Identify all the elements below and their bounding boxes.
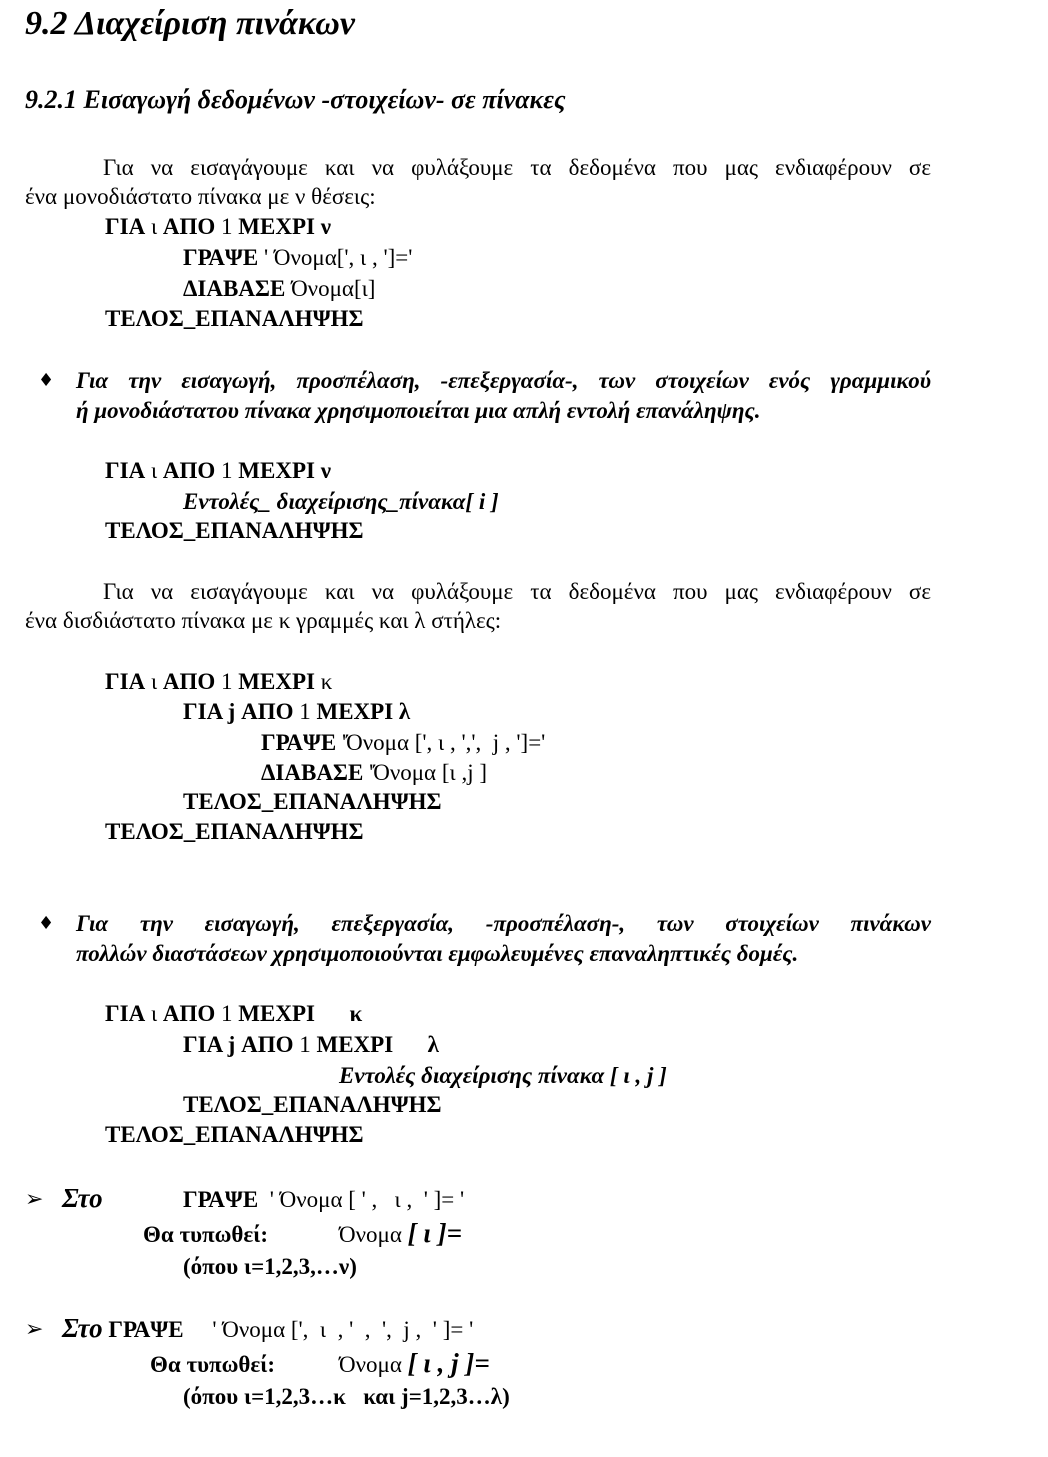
keyword: ΑΠΟ <box>162 214 216 239</box>
output-index: [ ι ]= <box>407 1218 463 1248</box>
paragraph-2-line-1: Για να εισαγάγουμε και να φυλάξουμε τα δεδομένα που μας ενδιαφέρουν σε <box>103 579 931 604</box>
code-3-read-line <box>261 759 487 787</box>
loop-variable: ι <box>145 458 163 483</box>
code-1-read-line <box>183 275 375 303</box>
output-index: [ ι , j ]= <box>407 1348 490 1378</box>
keyword: ΓΡΑΨΕ <box>183 1187 259 1212</box>
write-argument: ' Όνομα [ ' , ι , ' ]= ' <box>258 1187 465 1212</box>
keyword: ΓΙΑ <box>105 458 146 483</box>
keyword: ΓΙΑ j ΑΠΟ <box>183 699 294 724</box>
example-1-write-line <box>183 1186 464 1214</box>
example-2-where: (όπου ι=1,2,3…κ και j=1,2,3…λ) <box>183 1384 510 1409</box>
keyword: ΜΕΧΡΙ λ <box>316 699 411 724</box>
keyword: ΜΕΧΡΙ λ <box>316 1032 439 1057</box>
code-4-body-line: Εντολές διαχείρισης πίνακα [ ι , j ] <box>339 1063 667 1088</box>
example-1-print-label: Θα τυπωθεί: <box>143 1222 269 1247</box>
example-2-print-output <box>339 1349 490 1379</box>
code-2-end-line: ΤΕΛΟΣ_ΕΠΑΝΑΛΗΨΗΣ <box>105 518 364 543</box>
keyword: ΜΕΧΡΙ ν <box>238 458 331 483</box>
arrow-bullet-icon: ➢ <box>25 1317 44 1342</box>
example-2-write-line <box>62 1314 473 1344</box>
example-2-print-label: Θα τυπωθεί: <box>150 1352 276 1377</box>
paragraph-2-line-2: ένα δισδιάστατο πίνακα με κ γραμμές και λ στήλες: <box>25 608 502 633</box>
write-argument: 'Όνομα [', ι , ',', j , ']=' <box>336 730 546 755</box>
output-name: Όνομα <box>339 1352 408 1377</box>
keyword: ΔΙΑΒΑΣΕ <box>183 276 286 301</box>
loop-start: 1 <box>293 699 317 724</box>
loop-start: 1 <box>215 1001 239 1026</box>
code-3-inner-for-line <box>183 698 410 726</box>
code-3-outer-for-line <box>105 668 332 696</box>
loop-end-value: κ <box>314 669 333 694</box>
code-4-outer-end-line: ΤΕΛΟΣ_ΕΠΑΝΑΛΗΨΗΣ <box>105 1122 364 1147</box>
keyword: ΓΡΑΨΕ <box>102 1317 184 1342</box>
loop-variable: ι <box>145 214 163 239</box>
code-2-for-line <box>105 457 331 485</box>
code-4-outer-for-line <box>105 1000 362 1028</box>
paragraph-1-line-2: ένα μονοδιάστατο πίνακα με ν θέσεις: <box>25 184 376 209</box>
note-2-line-1: Για την εισαγωγή, επεξεργασία, -προσπέλαση-, των στοιχείων πινάκων <box>76 911 931 936</box>
loop-variable: ι <box>145 1001 163 1026</box>
subsection-title: 9.2.1 Εισαγωγή δεδομένων -στοιχείων- σε πίνακες <box>25 85 566 114</box>
code-3-inner-end-line: ΤΕΛΟΣ_ΕΠΑΝΑΛΗΨΗΣ <box>183 789 442 814</box>
example-1-print-output <box>339 1219 462 1249</box>
paragraph-1-line-1: Για να εισαγάγουμε και να φυλάξουμε τα δεδομένα που μας ενδιαφέρουν σε <box>103 155 931 180</box>
keyword: ΑΠΟ <box>162 458 216 483</box>
keyword: ΓΙΑ j ΑΠΟ <box>183 1032 294 1057</box>
section-title: 9.2 Διαχείριση πινάκων <box>25 5 355 42</box>
keyword: ΓΙΑ <box>105 214 146 239</box>
read-argument: Όνομα[ι] <box>285 276 376 301</box>
keyword: ΓΙΑ <box>105 669 146 694</box>
loop-start: 1 <box>215 669 239 694</box>
keyword: ΓΙΑ <box>105 1001 146 1026</box>
example-1-lead: Στο <box>62 1183 103 1213</box>
diamond-bullet-icon: ♦ <box>38 370 55 391</box>
loop-start: 1 <box>215 458 239 483</box>
read-argument: 'Όνομα [ι ,j ] <box>363 760 487 785</box>
code-3-write-line <box>261 729 545 757</box>
output-name: Όνομα <box>339 1222 408 1247</box>
code-1-write-line <box>183 244 412 272</box>
keyword: ΑΠΟ <box>162 669 216 694</box>
loop-variable: ι <box>145 669 163 694</box>
note-2-line-2: πολλών διαστάσεων χρησιμοποιούνται εμφωλευμένες επαναληπτικές δομές. <box>76 941 799 966</box>
code-4-inner-for-line <box>183 1031 439 1059</box>
keyword: ΜΕΧΡΙ ν <box>238 214 331 239</box>
loop-start: 1 <box>293 1032 317 1057</box>
note-1-line-2: ή μονοδιάστατου πίνακα χρησιμοποιείται μια απλή εντολή επανάληψης. <box>76 398 761 423</box>
keyword: ΓΡΑΨΕ <box>183 245 259 270</box>
code-1-end-line: ΤΕΛΟΣ_ΕΠΑΝΑΛΗΨΗΣ <box>105 306 364 331</box>
arrow-bullet-icon: ➢ <box>25 1187 44 1212</box>
keyword: ΔΙΑΒΑΣΕ <box>261 760 364 785</box>
code-3-outer-end-line: ΤΕΛΟΣ_ΕΠΑΝΑΛΗΨΗΣ <box>105 819 364 844</box>
keyword: ΜΕΧΡΙ <box>238 669 315 694</box>
keyword: ΑΠΟ <box>162 1001 216 1026</box>
keyword: ΜΕΧΡΙ κ <box>238 1001 363 1026</box>
write-argument: ' Όνομα[', ι , ']=' <box>258 245 413 270</box>
example-2-lead: Στο <box>62 1313 103 1343</box>
keyword: ΓΡΑΨΕ <box>261 730 337 755</box>
code-1-for-line <box>105 213 331 241</box>
code-2-body-line: Εντολές_ διαχείρισης_πίνακα[ i ] <box>183 489 499 514</box>
example-1-where: (όπου ι=1,2,3,…ν) <box>183 1254 357 1279</box>
diamond-bullet-icon: ♦ <box>38 913 55 934</box>
note-1-line-1: Για την εισαγωγή, προσπέλαση, -επεξεργασία-, των στοιχείων ενός γραμμικού <box>76 368 931 393</box>
loop-start: 1 <box>215 214 239 239</box>
code-4-inner-end-line: ΤΕΛΟΣ_ΕΠΑΝΑΛΗΨΗΣ <box>183 1092 442 1117</box>
write-argument: ' Όνομα [', ι , ' , ', j , ' ]= ' <box>183 1317 474 1342</box>
